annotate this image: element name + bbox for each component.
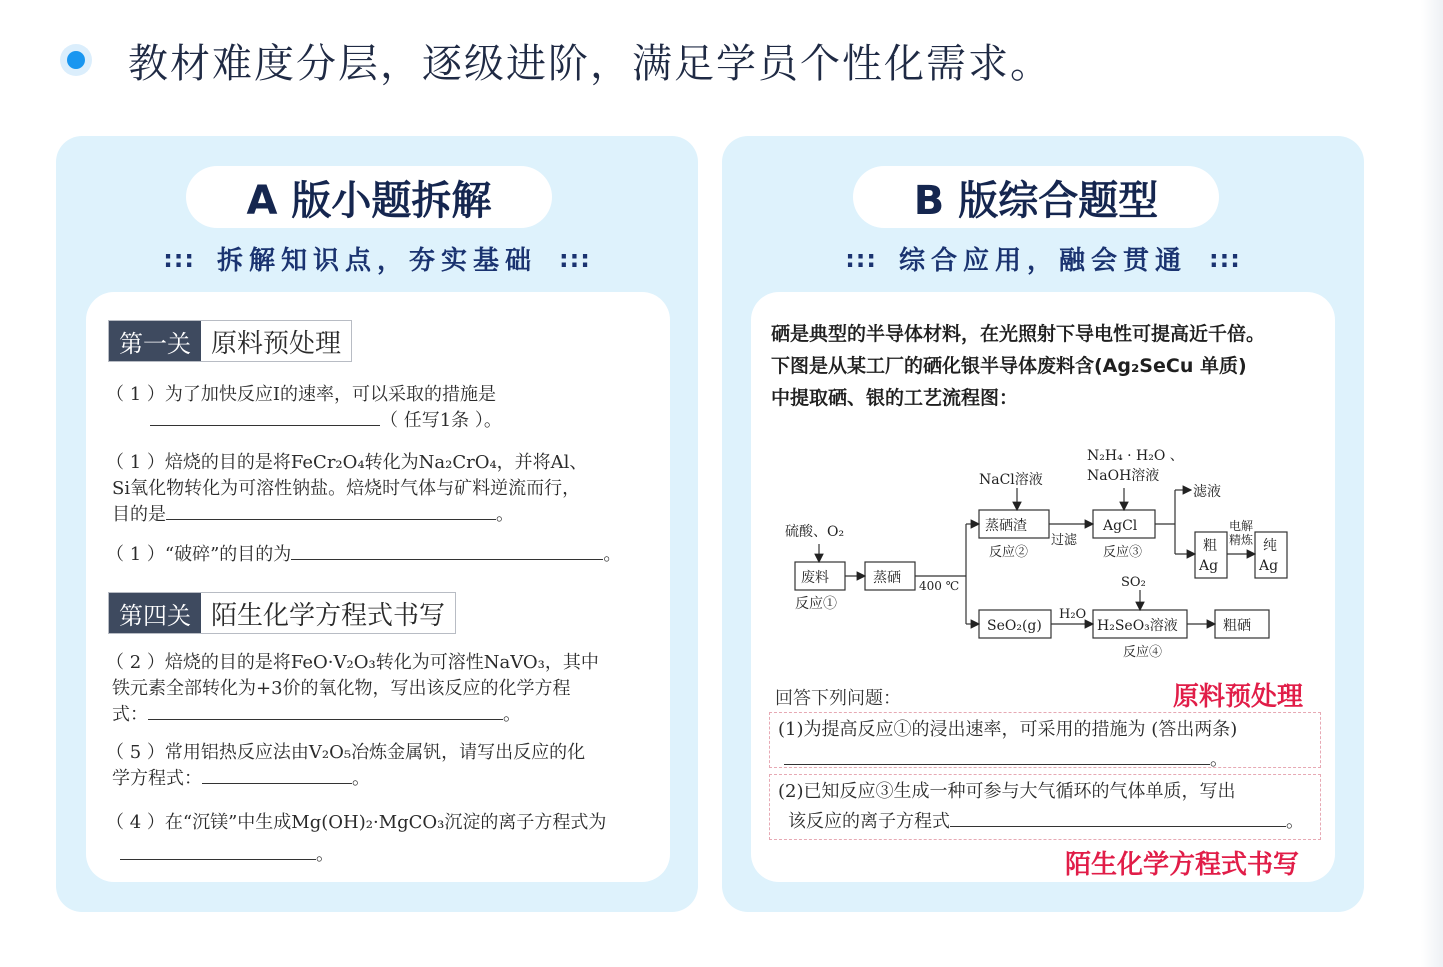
flow-r4: 反应④ bbox=[1123, 645, 1163, 660]
flow-electro-1: 电解 bbox=[1229, 519, 1254, 533]
dots-right-icon: ::: bbox=[1209, 244, 1241, 273]
panel-b-subtitle-row bbox=[722, 240, 1364, 277]
panel-a-subtitle-row bbox=[56, 240, 698, 277]
panel-b-title: B 版综合题型 bbox=[853, 166, 1219, 228]
flow-naoh: NaOH溶液 bbox=[1087, 468, 1160, 484]
answer-blank[interactable] bbox=[784, 747, 1210, 765]
flow-n2h4: N₂H₄ · H₂O 、 bbox=[1087, 448, 1184, 464]
answer-blank[interactable] bbox=[202, 766, 352, 784]
answer-blank[interactable] bbox=[120, 842, 316, 860]
panel-b bbox=[722, 136, 1364, 912]
flow-crude-ag-2: Ag bbox=[1199, 558, 1219, 574]
flow-so2: SO₂ bbox=[1121, 575, 1146, 590]
panel-b-subtitle: 综合应用，融会贯通 bbox=[898, 246, 1187, 276]
flow-r3: 反应③ bbox=[1103, 545, 1143, 560]
dots-left-icon: ::: bbox=[845, 244, 877, 273]
flow-pure-ag-2: Ag bbox=[1259, 558, 1279, 574]
flow-seo2: SeO₂(g) bbox=[987, 618, 1042, 634]
flow-h2o: H₂O bbox=[1059, 607, 1087, 622]
panel-b-card bbox=[751, 292, 1335, 882]
answer-blank[interactable] bbox=[291, 542, 603, 560]
level-1-name: 原料预处理 bbox=[201, 321, 351, 361]
answer-blank[interactable] bbox=[148, 702, 503, 720]
flow-acid-label: 硫酸、O₂ bbox=[785, 524, 845, 540]
bullet-dot-icon bbox=[60, 44, 92, 76]
right-edge-shadow bbox=[1421, 0, 1443, 967]
panel-a-subtitle: 拆解知识点，夯实基础 bbox=[216, 246, 537, 276]
flow-residue: 蒸硒渣 bbox=[985, 518, 1027, 534]
flow-filtrate: 滤液 bbox=[1193, 484, 1221, 500]
answer-questions-label: 回答下列问题： bbox=[775, 688, 901, 709]
flow-h2seo3: H₂SeO₃溶液 bbox=[1097, 618, 1178, 634]
panel-a bbox=[56, 136, 698, 912]
question-a3: （ 1 ）“破碎”的目的为 。 bbox=[106, 544, 622, 565]
dots-right-icon: ::: bbox=[559, 244, 591, 273]
answer-blank[interactable] bbox=[150, 408, 380, 426]
panel-a-title: A 版小题拆解 bbox=[186, 166, 552, 228]
flow-waste: 废料 bbox=[801, 570, 829, 586]
level-1-tag: 第一关 bbox=[109, 321, 201, 361]
question-b1: (1)为提高反应①的浸出速率，可采用的措施为 (答出两条) 。 bbox=[769, 712, 1321, 768]
problem-intro: 硒是典型的半导体材料，在光照射下导电性可提高近千倍。 下图是从某工厂的硒化银半导体废料含(Ag₂SeCu 单质) 中提取硒、银的工艺流程图： bbox=[771, 323, 1266, 409]
question-a1: （ 1 ）为了加快反应I的速率，可以采取的措施是 （ 任写1条 ）。 bbox=[106, 384, 502, 431]
flow-electro-2: 精炼 bbox=[1229, 533, 1254, 547]
flow-agcl: AgCl bbox=[1103, 518, 1138, 534]
flow-steam-se: 蒸硒 bbox=[873, 570, 901, 586]
question-b2: (2)已知反应③生成一种可参与大气循环的气体单质，写出 该反应的离子方程式 。 bbox=[769, 774, 1321, 840]
process-flow-diagram bbox=[781, 440, 1311, 670]
flow-crude-se: 粗硒 bbox=[1223, 618, 1251, 634]
answer-blank[interactable] bbox=[166, 502, 496, 520]
flow-pure-ag-1: 纯 bbox=[1263, 538, 1277, 554]
answer-blank[interactable] bbox=[950, 809, 1286, 827]
level-4-tag: 第四关 bbox=[109, 593, 201, 633]
page-title: 教材难度分层，逐级进阶，满足学员个性化需求。 bbox=[128, 40, 1052, 87]
page-header bbox=[60, 30, 1052, 90]
flow-r2: 反应② bbox=[989, 545, 1029, 560]
question-a5: （ 5 ）常用铝热反应法由V₂O₅冶炼金属钒，请写出反应的化 学方程式： 。 bbox=[106, 742, 586, 789]
question-a6: （ 4 ）在“沉镁”中生成Mg(OH)₂·MgCO₃沉淀的离子方程式为 。 bbox=[106, 812, 607, 865]
tag-raw-material-pretreatment: 原料预处理 bbox=[1173, 682, 1304, 712]
flow-filter: 过滤 bbox=[1051, 533, 1078, 548]
level-4-header bbox=[108, 592, 456, 634]
flow-nacl: NaCl溶液 bbox=[979, 472, 1043, 488]
panel-a-card bbox=[86, 292, 670, 882]
flow-r1: 反应① bbox=[795, 596, 837, 612]
question-a2: （ 1 ）焙烧的目的是将FeCr₂O₄转化为Na₂CrO₄，并将Al、 Si氧化物转化为可溶性钠盐。焙烧时气体与矿料逆流而行， 目的是 。 bbox=[106, 452, 588, 525]
dots-left-icon: ::: bbox=[163, 244, 195, 273]
level-1-header bbox=[108, 320, 352, 362]
flow-crude-ag-1: 粗 bbox=[1203, 538, 1217, 554]
flow-temp: 400 ℃ bbox=[919, 579, 960, 593]
question-a4: （ 2 ）焙烧的目的是将FeO·V₂O₃转化为可溶性NaVO₃，其中 铁元素全部转化为+3价的氧化物，写出该反应的化学方程 式： 。 bbox=[106, 652, 599, 725]
level-4-name: 陌生化学方程式书写 bbox=[201, 593, 455, 633]
tag-unfamiliar-equation-writing: 陌生化学方程式书写 bbox=[1065, 850, 1300, 880]
